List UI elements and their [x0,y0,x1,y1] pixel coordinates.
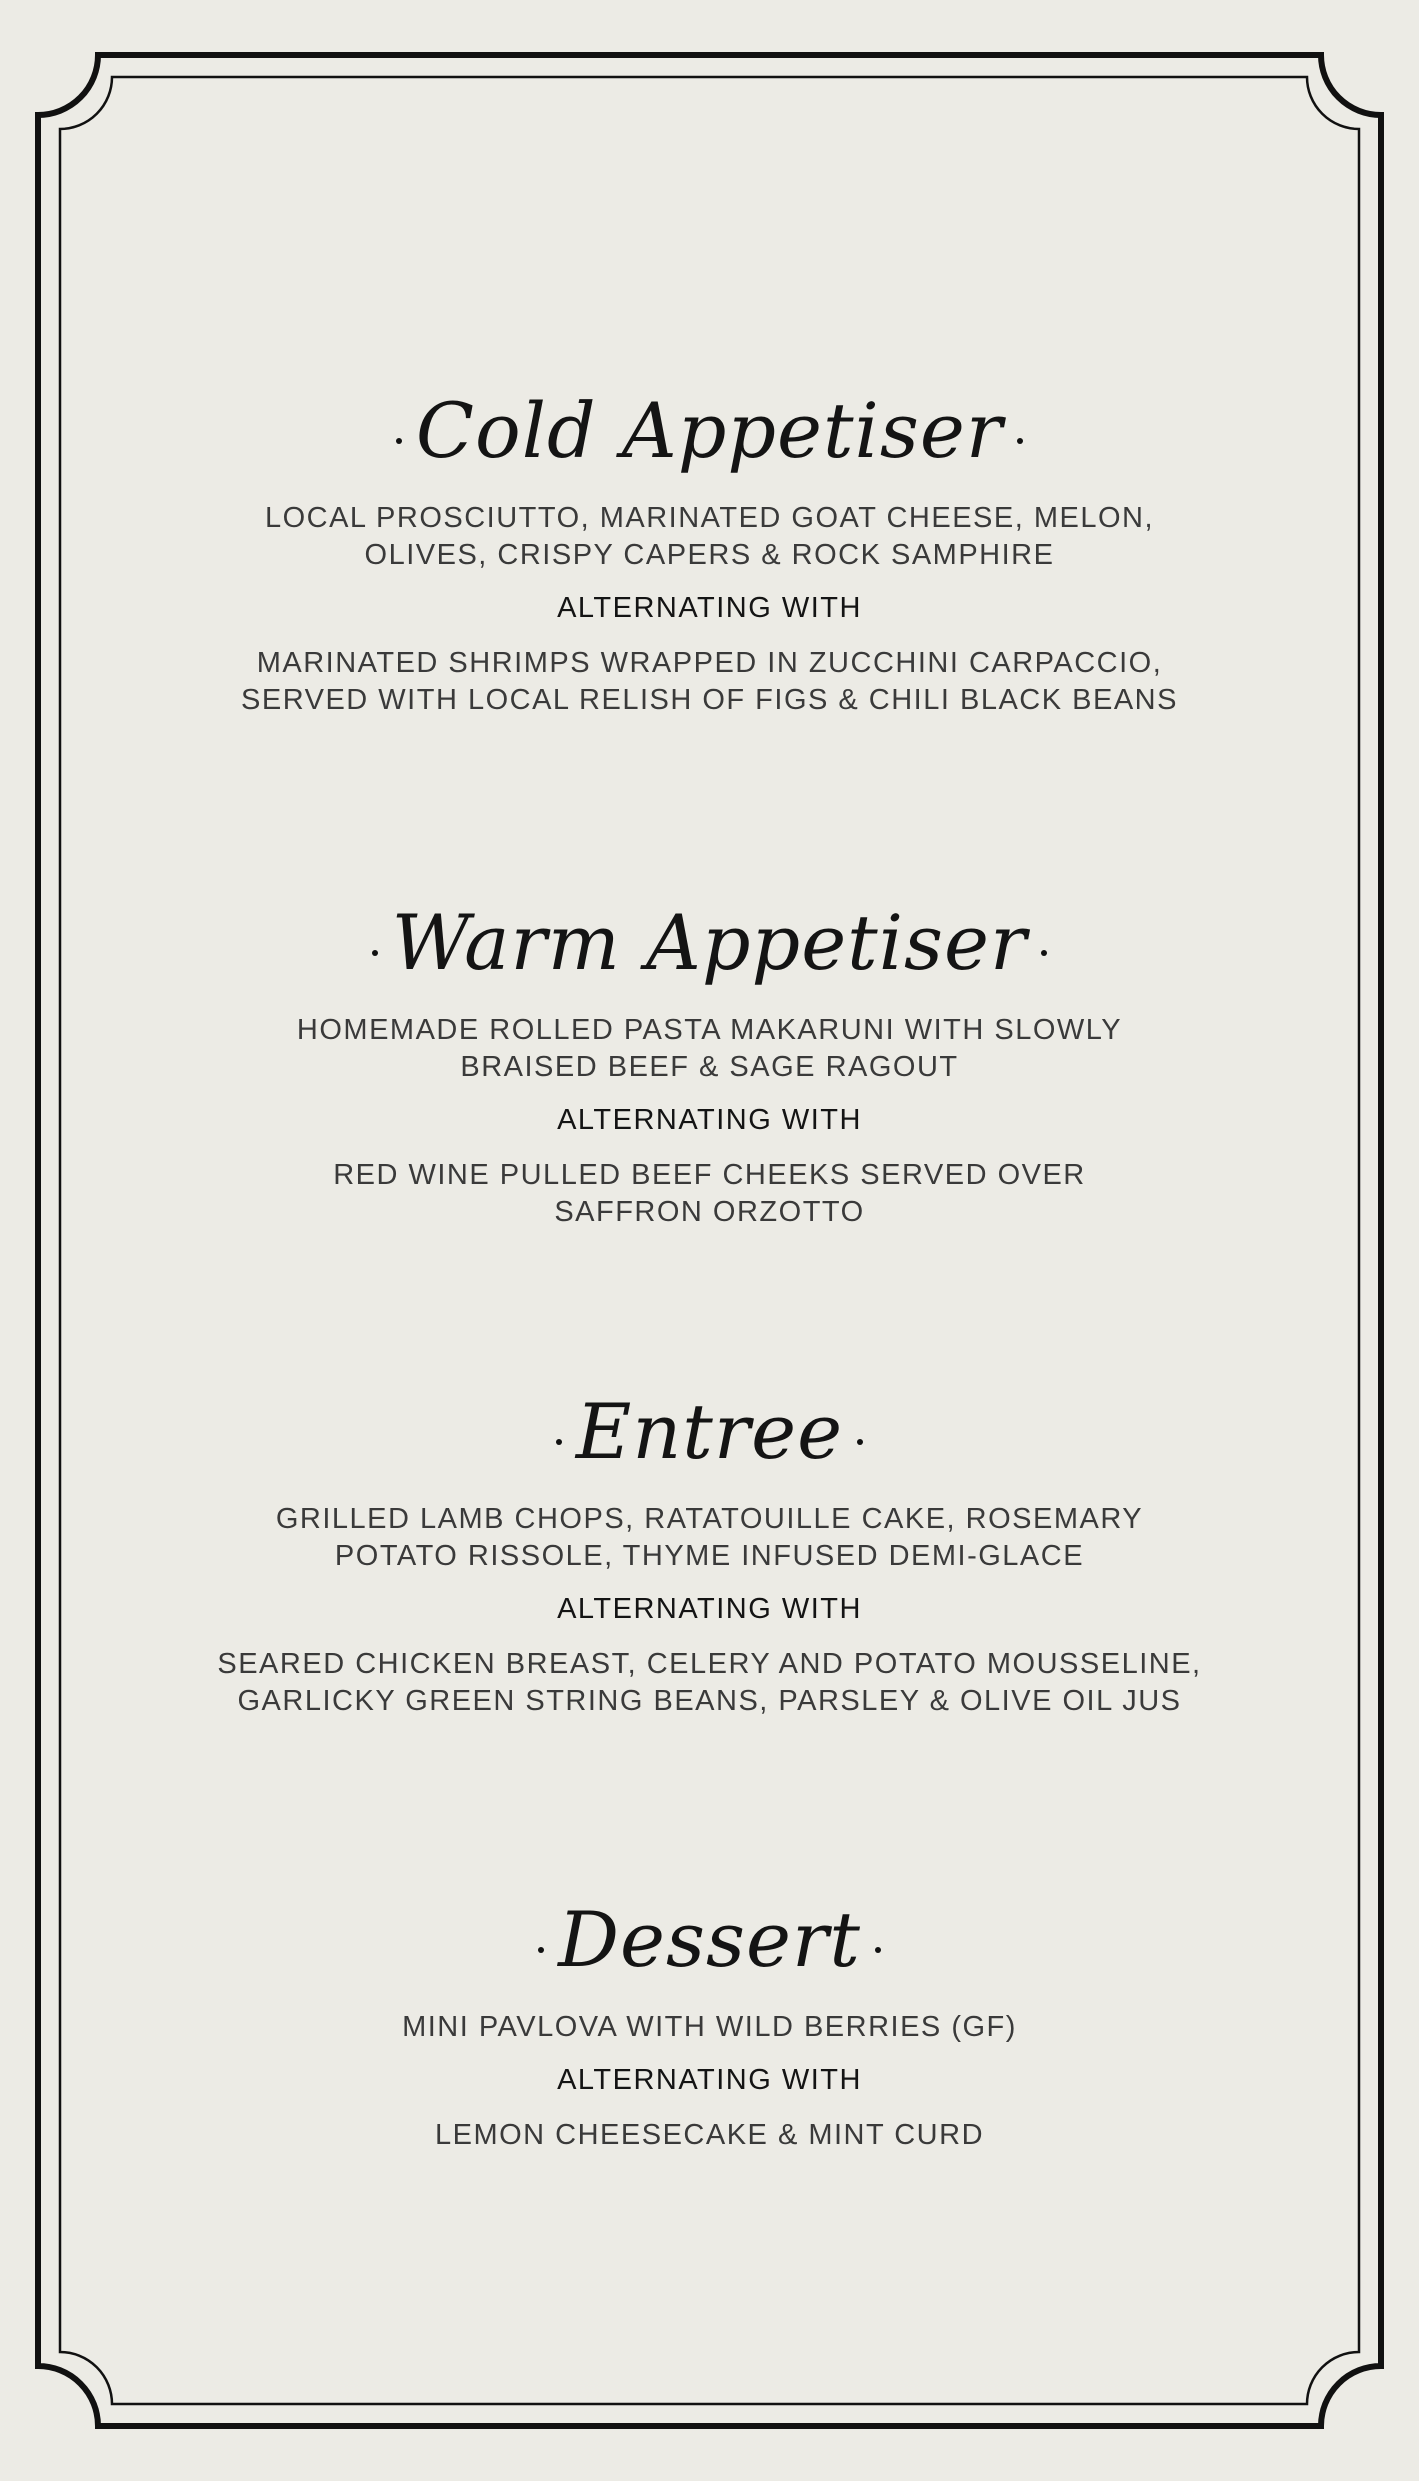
option-one [0,2009,1419,2046]
option-line: POTATO RISSOLE, THYME INFUSED DEMI-GLACE [334,1540,1085,1572]
alternating-separator: ALTERNATING WITH [557,1104,862,1136]
section-heading [0,376,1419,486]
section-heading [0,888,1419,998]
option-two [0,1157,1419,1231]
option-two [0,645,1419,719]
option-line: MARINATED SHRIMPS WRAPPED IN ZUCCHINI CARPACCIO, [256,647,1163,679]
option-one [0,1012,1419,1086]
option-two [0,1646,1419,1720]
menu-section-warm-appetiser [0,888,1419,1231]
option-line: GRILLED LAMB CHOPS, RATATOUILLE CAKE, ROSEMARY [275,1503,1144,1535]
option-two [0,2117,1419,2154]
ornament-dot-icon [372,950,378,956]
ornament-dot-icon [556,1439,562,1445]
option-line: LEMON CHEESECAKE & MINT CURD [434,2119,985,2151]
option-line: BRAISED BEEF & SAGE RAGOUT [460,1051,959,1083]
option-line: HOMEMADE ROLLED PASTA MAKARUNI WITH SLOWLY [296,1014,1123,1046]
alternating-separator: ALTERNATING WITH [557,2064,862,2096]
menu-section-entree [0,1377,1419,1720]
ornament-dot-icon [538,1947,544,1953]
section-heading [0,1377,1419,1487]
ornament-dot-icon [875,1947,881,1953]
ornament-dot-icon [1017,438,1023,444]
option-line: RED WINE PULLED BEEF CHEEKS SERVED OVER [333,1159,1086,1191]
section-heading [0,1885,1419,1995]
option-one [0,500,1419,574]
ornament-dot-icon [1041,950,1047,956]
alternating-separator: ALTERNATING WITH [557,592,862,624]
option-line: SAFFRON ORZOTTO [554,1196,865,1228]
option-line: OLIVES, CRISPY CAPERS & ROCK SAMPHIRE [364,539,1055,571]
menu-section-dessert [0,1885,1419,2154]
option-line: GARLICKY GREEN STRING BEANS, PARSLEY & OLIVE OIL JUS [237,1685,1182,1717]
option-line: SEARED CHICKEN BREAST, CELERY AND POTATO MOUSSELINE, [217,1648,1202,1680]
ornament-dot-icon [857,1439,863,1445]
menu-section-cold-appetiser [0,376,1419,719]
section-title: Cold Appetiser [415,386,1004,475]
section-title: Warm Appetiser [391,898,1028,987]
section-title: Dessert [558,1895,861,1984]
ornament-dot-icon [396,438,402,444]
alternating-separator: ALTERNATING WITH [557,1593,862,1625]
option-line: MINI PAVLOVA WITH WILD BERRIES (GF) [402,2011,1017,2043]
section-title: Entree [575,1387,844,1476]
option-line: SERVED WITH LOCAL RELISH OF FIGS & CHILI BLACK BEANS [241,684,1178,716]
option-one [0,1501,1419,1575]
option-line: LOCAL PROSCIUTTO, MARINATED GOAT CHEESE, MELON, [264,502,1155,534]
